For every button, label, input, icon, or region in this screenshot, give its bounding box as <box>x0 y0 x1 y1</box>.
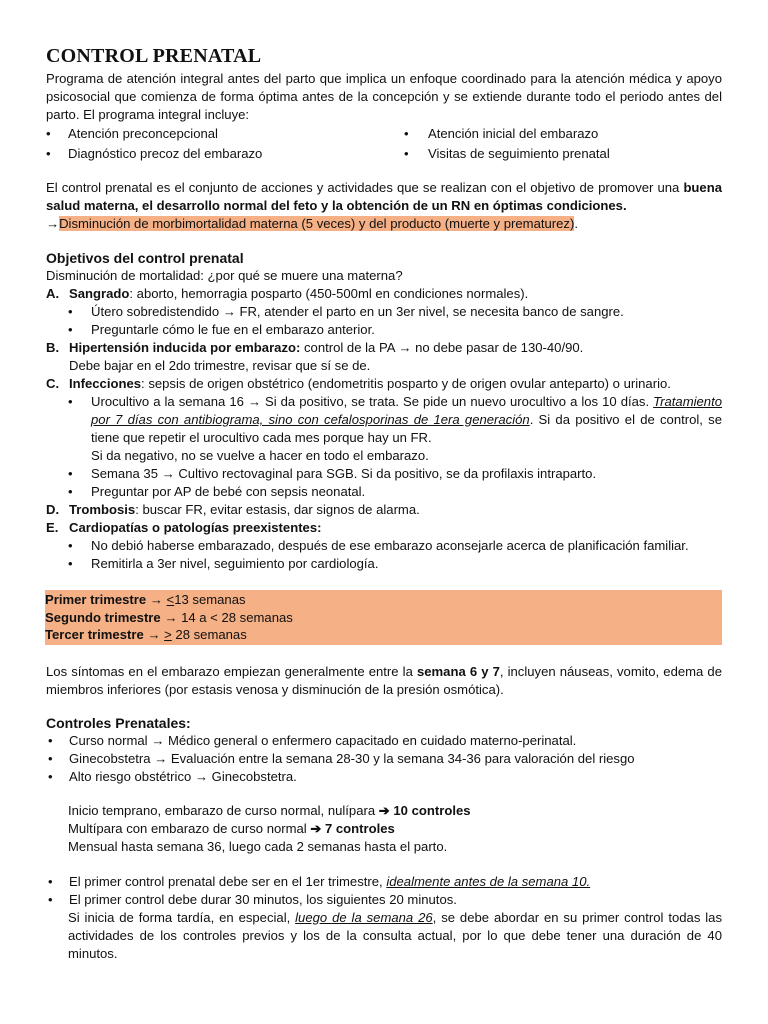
controls-line: Mensual hasta semana 36, luego cada 2 semanas hasta el parto. <box>68 838 448 854</box>
controls-line: Inicio temprano, embarazo de curso normal, nulípara ➔ 10 controles <box>68 802 471 818</box>
trimester-row: Primer trimestre → <13 semanas <box>45 592 246 607</box>
objective-a: A. Sangrado: aborto, hemorragia posparto (450-500ml en condiciones normales). <box>46 286 529 301</box>
trimester-band <box>45 590 722 645</box>
definition-paragraph: El control prenatal es el conjunto de acciones y actividades que se realizan con el objetivo de promover una buena salud materna, el desarrollo normal del feto y la obtención de un RN en óptimas condiciones. <box>46 180 722 213</box>
trimester-row: Tercer trimestre → > 28 semanas <box>45 627 247 642</box>
list-item: • El primer control debe durar 30 minutos, los siguientes 20 minutos. <box>48 891 457 907</box>
objective-e: E. Cardiopatías o patologías preexistentes: <box>46 520 322 535</box>
objective-d: D. Trombosis: buscar FR, evitar estasis, dar signos de alarma. <box>46 502 420 517</box>
list-item: • Atención inicial del embarazo <box>404 126 599 141</box>
intro-paragraph: Programa de atención integral antes del parto que implica un enfoque coordinado para la atención médica y apoyo psicosocial que comienza de forma óptima antes de la concepción y se extiende durante todo el periodo antes del parto. El programa integral incluye: <box>46 71 722 122</box>
symptoms-paragraph: Los síntomas en el embarazo empiezan generalmente entre la semana 6 y 7, incluyen náuseas, vomito, edema de miembros inferiores (por estasis venosa y disminución de la presión osmótica). <box>46 663 722 697</box>
list-item: • Atención preconcepcional <box>46 126 218 141</box>
list-item: • Preguntar por AP de bebé con sepsis neonatal. <box>68 484 366 499</box>
list-item: • No debió haberse embarazado, después de ese embarazo aconsejarle acerca de planificación familiar. <box>68 538 689 553</box>
trimester-row: Segundo trimestre → 14 a < 28 semanas <box>45 609 293 625</box>
list-item: • Urocultivo a la semana 16 → Si da positivo, se trata. Se pide un nuevo urocultivo a los 10 días. Tratamiento por 7 días con antibiograma, sino con cefalosporinas de 1era generación. Si da positivo el de control, se tiene que repetir el urocultivo cada mes porque hay un FR. Si da negativo, no se vuelve a hacer en todo el embarazo. <box>68 394 722 463</box>
list-item: • Remitirla a 3er nivel, seguimiento por cardiología. <box>68 556 379 571</box>
list-item: • Útero sobredistendido → FR, atender el parto en un 3er nivel, se necesita banco de sangre. <box>68 304 624 319</box>
list-item: • Ginecobstetra → Evaluación entre la semana 28-30 y la semana 34-36 para valoración del riesgo <box>48 750 635 766</box>
list-item: • Curso normal → Médico general o enfermero capacitado en cuidado materno-perinatal. <box>48 732 577 748</box>
list-item: • Visitas de seguimiento prenatal <box>404 146 610 161</box>
page-title: CONTROL PRENATAL <box>46 45 262 67</box>
objectives-question: Disminución de mortalidad: ¿por qué se muere una materna? <box>46 268 403 283</box>
controls-line: Multípara con embarazo de curso normal ➔ 7 controles <box>68 820 395 836</box>
document-page: CONTROL PRENATAL Programa de atención integral antes del parto que implica un enfoque coordinado para la atención médica y apoyo psicosocial que comienza de forma óptima antes de la concepción y se extiende durante todo el periodo antes del parto. El programa integral incluye: • Atención preconcepcional • Diagnóstico precoz del embarazo • Atención inicial del embarazo • Visitas de seguimiento prenatal El control prenatal es el conjunto de acciones y actividades que se realizan con el objetivo de promover una buena salud materna, el desarrollo normal del feto y la obtención de un RN en óptimas condiciones. →Disminución de morbimortalidad materna (5 veces) y del producto (muerte y prematurez). Objetivos del control prenatal Disminución de mortalidad: ¿por qué se muere una materna? A. Sangrado: aborto, hemorragia posparto (450-500ml en condiciones normales). • Útero sobredistendido → FR, atender el parto en un 3er nivel, se necesita banco de sangre. • Preguntarle cómo le fue en el embarazo anterior. B. Hipertensión inducida por embarazo: control de la PA → no debe pasar de 130-40/90. Debe bajar en el 2do trimestre, revisar que sí se de. C. Infecciones: sepsis de origen obstétrico (endometritis posparto y de origen ovular anteparto) o urinario. • Urocultivo a la semana 16 → Si da positivo, se trata. Se pide un nuevo urocultivo a los 10 días. Tratamiento por 7 días con antibiograma, sino con cefalosporinas de 1era generación. Si da positivo el de control, se tiene que repetir el urocultivo cada mes porque hay un FR. Si da negativo, no se vuelve a hacer en todo el embarazo. • Semana 35 → Cultivo rectovaginal para SGB. Si da positivo, se da profilaxis intraparto. • Preguntar por AP de bebé con sepsis neonatal. D. Trombosis: buscar FR, evitar estasis, dar signos de alarma. E. Cardiopatías o patologías preexistentes: • No debió haberse embarazado, después de ese embarazo aconsejarle acerca de planificación familiar. • Remitirla a 3er nivel, seguimiento por cardiología. Primer trimestre → <13 semanas Segundo trimestre → 14 a < 28 semanas Tercer trimestre → > 28 semanas Los síntomas en el embarazo empiezan generalmente entre la semana 6 y 7, incluyen náuseas, vomito, edema de miembros inferiores (por estasis venosa y disminución de la presión osmótica). Controles Prenatales: • Curso normal → Médico general o enfermero capacitado en cuidado materno-perinatal. • Ginecobstetra → Evaluación entre la semana 28-30 y la semana 34-36 para valoración del riesgo • Alto riesgo obstétrico → Ginecobstetra. Inicio temprano, embarazo de curso normal, nulípara ➔ 10 controles Multípara con embarazo de curso normal ➔ 7 controles Mensual hasta semana 36, luego cada 2 semanas hasta el parto. • El primer control prenatal debe ser en el 1er trimestre, idealmente antes de la semana 10. • El primer control debe durar 30 minutos, los siguientes 20 minutos. Si inicia de forma tardía, en especial, luego de la semana 26, se debe abordar en su primer control todas las actividades de los controles previos y los de la consulta actual, por lo que debe tener una duración de 40 minutos. <box>45 45 723 961</box>
objectives-heading: Objetivos del control prenatal <box>46 250 244 266</box>
objective-c: C. Infecciones: sepsis de origen obstétrico (endometritis posparto y de origen ovular anteparto) o urinario. <box>46 376 671 391</box>
controls-heading: Controles Prenatales: <box>46 714 191 731</box>
list-item: • El primer control prenatal debe ser en el 1er trimestre, idealmente antes de la semana 10. <box>48 873 591 889</box>
definition-highlight-line: →Disminución de morbimortalidad materna (5 veces) y del producto (muerte y prematurez). <box>46 216 578 231</box>
list-item: • Semana 35 → Cultivo rectovaginal para SGB. Si da positivo, se da profilaxis intraparto. <box>68 466 597 481</box>
list-item: • Alto riesgo obstétrico → Ginecobstetra. <box>48 768 297 784</box>
late-start-paragraph: Si inicia de forma tardía, en especial, luego de la semana 26, se debe abordar en su primer control todas las actividades de los controles previos y los de la consulta actual, por lo que debe tener una duración de 40 minutos. <box>68 909 723 961</box>
objective-b: B. Hipertensión inducida por embarazo: control de la PA → no debe pasar de 130-40/90. <box>46 340 584 355</box>
program-list <box>46 124 722 164</box>
list-item: • Diagnóstico precoz del embarazo <box>46 146 263 161</box>
list-item: • Preguntarle cómo le fue en el embarazo anterior. <box>68 322 375 337</box>
